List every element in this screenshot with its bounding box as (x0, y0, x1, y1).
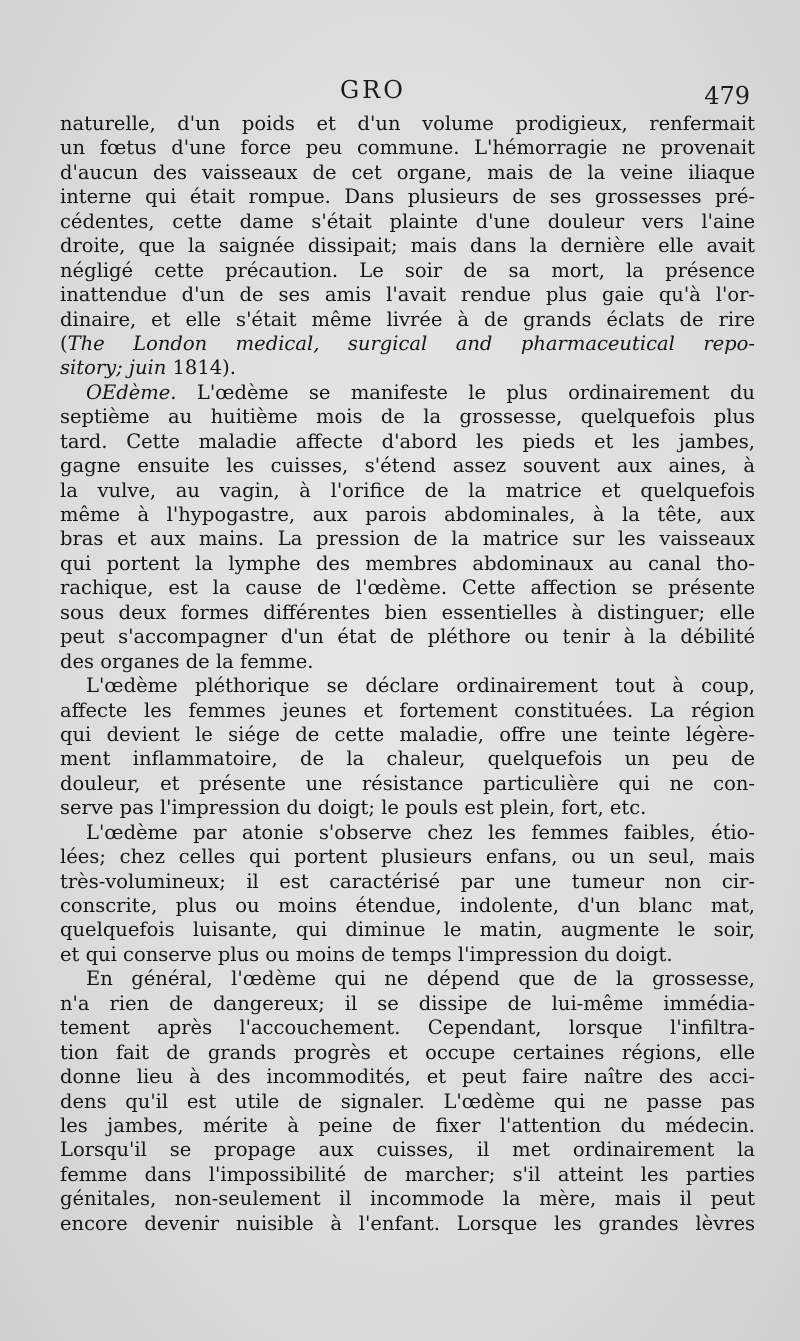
text-line: des organes de la femme. (60, 649, 314, 673)
text-line: génitales, non-seulement il incommode la mère, mais il peut (60, 1187, 755, 1211)
text-line: les jambes, mérite à peine de fixer l'attention du médecin. (60, 1113, 755, 1137)
text-line: dens qu'il est utile de signaler. L'œdème qui ne passe pas (60, 1089, 755, 1113)
text-line: conscrite, plus ou moins étendue, indolente, d'un blanc mat, (60, 894, 755, 917)
text-line: tion fait de grands progrès et occupe certaines régions, elle (60, 1040, 755, 1064)
body-text (60, 112, 755, 1236)
text-line: lées; chez celles qui portent plusieurs enfans, ou un seul, mais (60, 845, 755, 869)
text-line: L'œdème par atonie s'observe chez les femmes faibles, étio- (86, 820, 755, 844)
page-header (60, 76, 750, 116)
text-line: Lorsqu'il se propage aux cuisses, il met ordinairement la (60, 1138, 755, 1162)
italic-text: The London medical, surgical and pharmaceutical repo- (67, 331, 755, 355)
text-line: affecte les femmes jeunes et fortement constituées. La région (60, 698, 755, 722)
text-line: ment inflammatoire, de la chaleur, quelquefois un peu de (60, 747, 755, 771)
text-line: même à l'hypogastre, aux parois abdominales, à la tête, aux (60, 503, 755, 526)
text-line: cédentes, cette dame s'était plainte d'une douleur vers l'aine (60, 209, 755, 233)
text-line: qui devient le siége de cette maladie, offre une teinte légère- (60, 722, 755, 746)
text-line: OEdème. L'œdème se manifeste le plus ordinairement du (86, 380, 755, 404)
italic-text: sitory; juin (60, 356, 167, 380)
text-line: douleur, et présente une résistance particulière qui ne con- (60, 771, 755, 795)
text-line: quelquefois luisante, qui diminue le matin, augmente le soir, (60, 918, 755, 942)
text-line: rachique, est la cause de l'œdème. Cette affection se présente (60, 576, 755, 600)
text-line: un fœtus d'une force peu commune. L'hémorragie ne provenait (60, 136, 755, 160)
text-line: tement après l'accouchement. Cependant, lorsque l'infiltra- (60, 1016, 755, 1040)
text-line: n'a rien de dangereux; il se dissipe de lui-même immédia- (60, 991, 755, 1015)
italic-text: OEdème. (86, 380, 177, 404)
text-line: et qui conserve plus ou moins de temps l'impression du doigt. (60, 942, 673, 966)
text-line: bras et aux mains. La pression de la matrice sur les vaisseaux (60, 527, 755, 551)
text-line: négligé cette précaution. Le soir de sa mort, la présence (60, 258, 755, 282)
text-line: L'œdème pléthorique se déclare ordinairement tout à coup, (86, 674, 755, 698)
text-line: femme dans l'impossibilité de marcher; s'il atteint les parties (60, 1162, 755, 1186)
text-line: qui portent la lymphe des membres abdominaux au canal tho- (60, 551, 755, 575)
text-line: inattendue d'un de ses amis l'avait rendue plus gaie qu'à l'or- (60, 283, 755, 307)
text-line: serve pas l'impression du doigt; le pouls est plein, fort, etc. (60, 796, 647, 820)
text-line: d'aucun des vaisseaux de cet organe, mais de la veine iliaque (60, 160, 755, 184)
text-line: gagne ensuite les cuisses, s'étend assez souvent aux aines, à (60, 454, 755, 478)
text-line: dinaire, et elle s'était même livrée à de grands éclats de rire (60, 307, 755, 331)
running-head: GRO (340, 76, 406, 104)
page-number: 479 (704, 82, 750, 110)
text-line: donne lieu à des incommodités, et peut faire naître des acci- (60, 1065, 755, 1089)
text-line: (The London medical, surgical and pharmaceutical repo- (60, 331, 755, 355)
text-line: droite, que la saignée dissipait; mais dans la dernière elle avait (60, 234, 755, 258)
text-line: naturelle, d'un poids et d'un volume prodigieux, renfermait (60, 112, 755, 135)
text-line: encore devenir nuisible à l'enfant. Lorsque les grandes lèvres (60, 1211, 755, 1235)
text-line: interne qui était rompue. Dans plusieurs de ses grossesses pré- (60, 185, 755, 209)
text-line: très-volumineux; il est caractérisé par une tumeur non cir- (60, 869, 755, 893)
text-line: septième au huitième mois de la grossesse, quelquefois plus (60, 405, 755, 429)
text-line: sitory; juin 1814). (60, 356, 236, 380)
text-line: peut s'accompagner d'un état de pléthore ou tenir à la débilité (60, 625, 755, 649)
text-line: En général, l'œdème qui ne dépend que de la grossesse, (86, 967, 755, 991)
text-line: la vulve, au vagin, à l'orifice de la matrice et quelquefois (60, 478, 755, 502)
text-line: sous deux formes différentes bien essentielles à distinguer; elle (60, 600, 755, 624)
text-line: tard. Cette maladie affecte d'abord les pieds et les jambes, (60, 429, 755, 453)
